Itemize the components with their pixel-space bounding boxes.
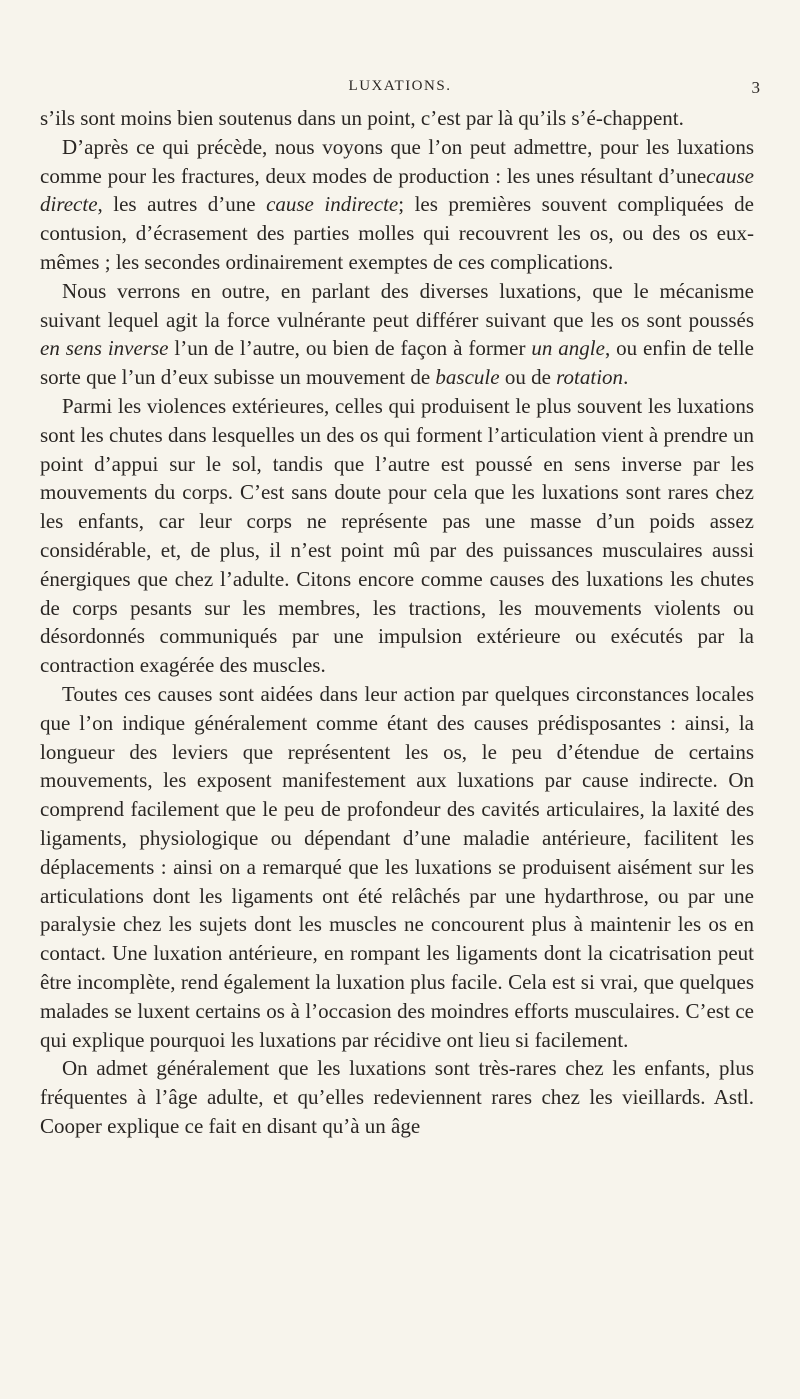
text-run: ; les premières souvent compliquées de contusion, d’écrasement des parties molles qui recouvrent les os, ou des os eux-mêmes ; les secondes ordinairement exemptes de ces complications. <box>40 192 754 274</box>
paragraph <box>40 1054 754 1140</box>
text-run: D’après ce qui précède, nous voyons que l’on peut admettre, pour les luxations comme pour les fractures, deux modes de production : les unes résultant d’une <box>40 134 754 188</box>
running-title: LUXATIONS. <box>348 78 452 94</box>
text-run: , les autres d’une <box>97 192 267 217</box>
text-run: l’un de l’autre, ou bien de façon à former <box>168 336 532 361</box>
text-run: Nous verrons en outre, en parlant des diverses luxations, que le mécanisme suivant lequel agit la force vulnérante peut différer suivant que les os sont poussés <box>40 278 754 332</box>
text-run: ou de <box>499 365 557 390</box>
text-run: Parmi les violences extérieures, celles qui produisent le plus souvent les luxations sont les chutes dans lesquelles un des os qui forment l’articulation vient à prendre un point d’appui sur le sol, tandis que l’autre est poussé en sens inverse par les mouvements du corps. C’est sans doute pour cela que les luxations sont rares chez les enfants, car leur corps ne représente pas une masse d’un poids assez considérable, et, de plus, il n’est point mû par des puissances musculaires aussi énergiques que chez l’adulte. Citons encore comme causes des luxations les chutes de corps pesants sur les membres, les tractions, les mouvements violents ou désordonnés communiqués par une impulsion extérieure ou exécutés par la contraction exagérée des muscles. <box>40 393 754 678</box>
italic-term: cause indirecte <box>266 192 399 217</box>
italic-term: un angle <box>531 336 605 361</box>
text-run: Toutes ces causes sont aidées dans leur action par quelques circonstances locales que l’on indique généralement comme étant des causes prédisposantes : ainsi, la longueur des leviers que représentent les os, le peu d’étendue de certains mouvements, les exposent manifestement aux luxations par cause indirecte. On comprend facilement que le peu de profondeur des cavités articulaires, la laxité des ligaments, physiologique ou dépendant d’une maladie antérieure, facilitent les déplacements : ainsi on a remarqué que les luxations se produisent aisément sur les articulations dont les ligaments ont été relâchés par une hydarthrose, ou par une paralysie chez les sujets dont les muscles ne concourent plus à maintenir les os en contact. Une luxation antérieure, en rompant les ligaments dont la cicatrisation peut être incomplète, rend également la luxation plus facile. Cela est si vrai, que quelques malades se luxent certains os à l’occasion des moindres efforts musculaires. C’est ce qui explique pourquoi les luxations par récidive ont lieu si facilement. <box>40 681 754 1052</box>
body-text <box>40 104 754 1141</box>
italic-term: cause directe <box>40 163 754 217</box>
paragraph <box>40 277 754 392</box>
paragraph <box>40 392 754 680</box>
text-run: , ou enfin de telle sorte que l’un d’eux subisse un mouvement de <box>40 336 754 390</box>
paragraph <box>40 133 754 277</box>
paragraph <box>40 680 754 1054</box>
italic-term: rotation <box>556 365 624 390</box>
text-run: On admet généralement que les luxations sont très-rares chez les enfants, plus fréquentes à l’âge adulte, et qu’elles redeviennent rares chez les vieillards. Astl. Cooper explique ce fait en disant qu’à un âge <box>40 1056 754 1138</box>
italic-term: en sens inverse <box>40 336 169 361</box>
text-run: . <box>623 365 629 390</box>
paragraph <box>40 104 754 133</box>
italic-term: bascule <box>435 365 500 390</box>
page-number: 3 <box>751 78 760 97</box>
text-run: s’ils sont moins bien soutenus dans un point, c’est par là qu’ils s’é-chappent. <box>40 106 684 130</box>
